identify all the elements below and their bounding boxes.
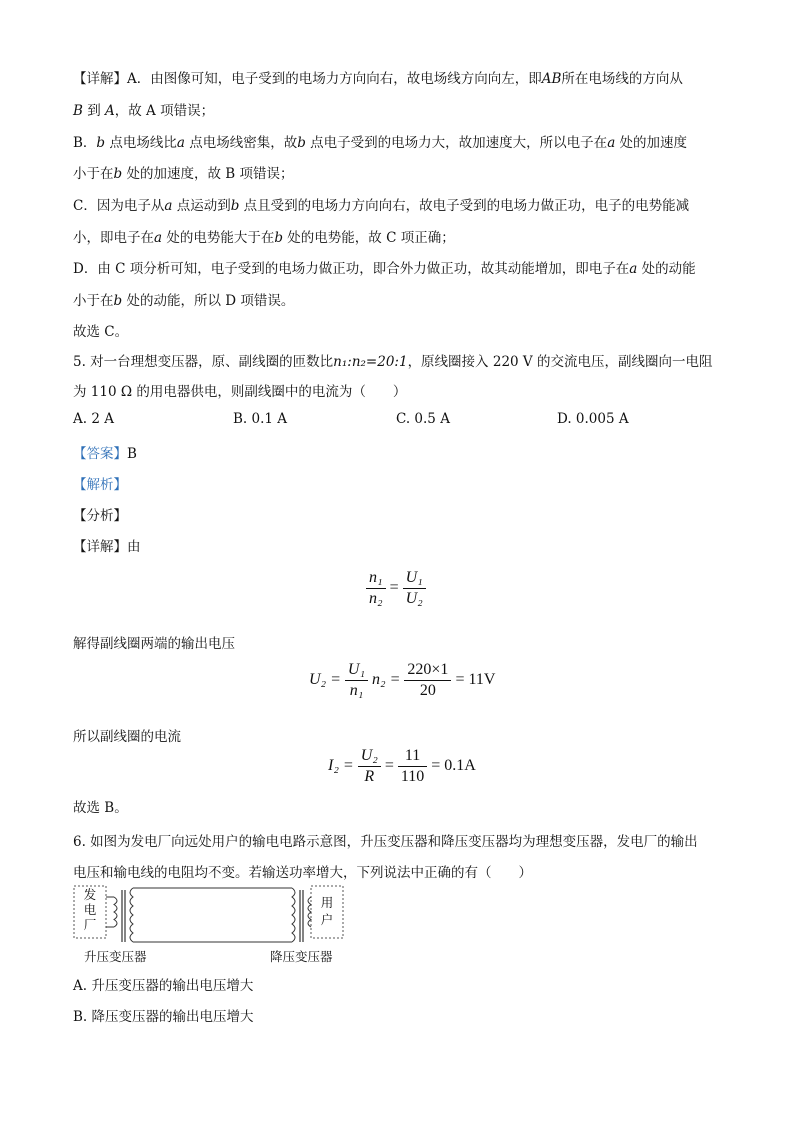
step-up-transformer-label: 升压变压器 xyxy=(84,949,147,964)
q5-detail-tag: 【详解】由 xyxy=(73,539,141,555)
q5-stem-line-2: 为 110 Ω 的用电器供电，则副线圈中的电流为（ ） xyxy=(73,384,407,400)
q6-stem-line-2: 电压和输电线的电阻均不变。若输送功率增大，下列说法中正确的有（ ） xyxy=(73,865,532,881)
q4-detail-line-4: 小于在b 处的加速度，故 B 项错误； xyxy=(73,166,294,182)
q5-choose: 故选 B。 xyxy=(73,800,128,816)
q4-choose: 故选 C。 xyxy=(73,324,129,340)
q4-detail-line-1: 【详解】A．由图像可知，电子受到的电场力方向向右，故电场线方向向左，即AB所在电场线的方向从 xyxy=(73,71,683,87)
q5-fenxi-tag: 【分析】 xyxy=(73,508,127,524)
q6-stem-line-1: 6. 如图为发电厂向远处用户的输电电路示意图，升压变压器和降压变压器均为理想变压器，发电厂的输出 xyxy=(73,834,698,850)
q5-option-b: B. 0.1 A xyxy=(233,411,288,427)
q4-detail-line-2: B 到 A，故 A 项错误； xyxy=(73,103,215,119)
equation-output-voltage: U₂ = $\frac{\text{U₁}}{\text{n₁}}$ n₂ = $\frac{220\times 1}{20}$ = 11V xyxy=(309,661,496,699)
q4-detail-line-3: B．b 点电场线比a 点电场线密集，故b 点电子受到的电场力大，故加速度大，所以电子在a 处的加速度 xyxy=(73,135,688,151)
equation-current: I₂ = $\frac{\text{U₂}}{R}$ = $\frac{11}{110}$ = 0.1A xyxy=(328,747,476,785)
q6-option-b: B. 降压变压器的输出电压增大 xyxy=(73,1009,254,1025)
equation-turns-ratio: $\frac{\text{n₁}}{\text{n₂}}$ = $\frac{\text{U₁}}{\text{U₂}}$ xyxy=(366,568,426,609)
q5-analysis-tag: 【解析】 xyxy=(73,477,127,493)
q6-option-a: A. 升压变压器的输出电压增大 xyxy=(73,978,254,994)
q4-detail-line-5: C．因为电子从a 点运动到b 点且受到的电场力方向向右，故电子受到的电场力做正功，电子的电势能减 xyxy=(73,198,690,214)
q5-option-c: C. 0.5 A xyxy=(396,411,450,427)
power-plant-label: 发电厂 xyxy=(83,887,97,932)
q5-stem-line-1: 5. 对一台理想变压器，原、副线圈的匝数比n₁:n₂=20:1，原线圈接入 220 V 的交流电压，副线圈向一电阻 xyxy=(73,354,713,370)
transmission-diagram xyxy=(70,882,360,964)
q5-option-a: A. 2 A xyxy=(73,411,114,427)
q5-text-output-voltage: 解得副线圈两端的输出电压 xyxy=(73,636,235,652)
step-down-transformer-label: 降压变压器 xyxy=(270,949,333,964)
q5-option-d: D. 0.005 A xyxy=(557,411,629,427)
user-label: 用户 xyxy=(320,895,334,927)
q4-detail-line-7: D．由 C 项分析可知，电子受到的电场力做正功，即合外力做正功，故其动能增加，即电子在a 处的动能 xyxy=(73,261,696,277)
q4-detail-line-6: 小，即电子在a 处的电势能大于在b 处的电势能，故 C 项正确； xyxy=(73,230,455,246)
q5-text-current: 所以副线圈的电流 xyxy=(73,729,181,745)
q5-answer: 【答案】B xyxy=(73,446,137,462)
q4-detail-line-8: 小于在b 处的动能，所以 D 项错误。 xyxy=(73,293,295,309)
